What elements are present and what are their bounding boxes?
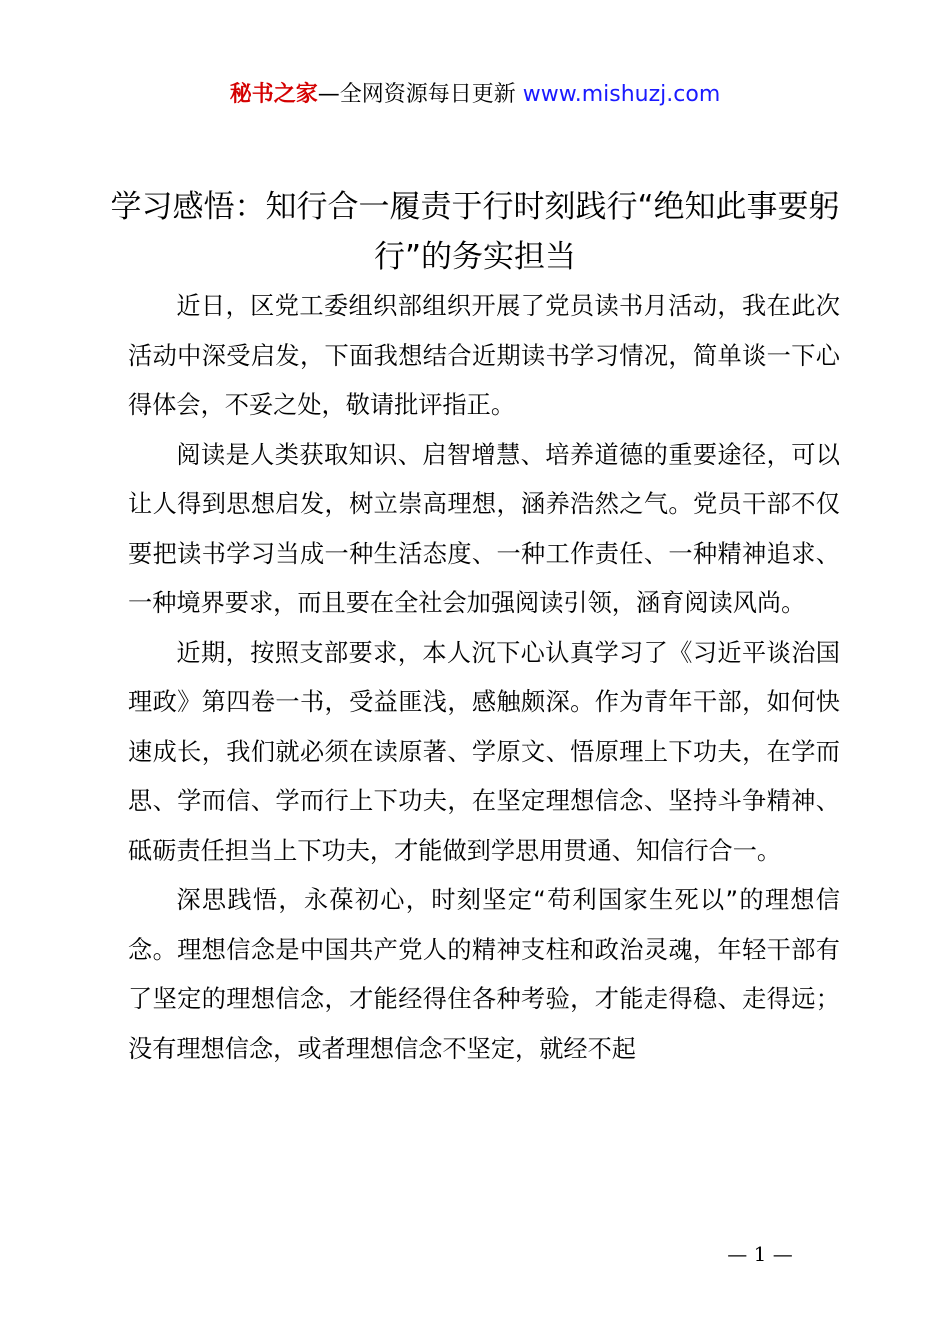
document-title: 学习感悟：知行合一履责于行时刻践行“绝知此事要躬行”的务实担当 — [110, 189, 840, 275]
paragraph-3: 近期，按照支部要求，本人沉下心认真学习了《习近平谈治国理政》第四卷一书，受益匪浅，感触颇深。作为青年干部，如何快速成长，我们就必须在读原著、学原文、悟原理上下功夫，在学而思、学而信、学而行上下功夫，在坚定理想信念、坚持斗争精神、砥砺责任担当上下功夫，才能做到学思用贯通、知信行合一。 — [128, 638, 840, 865]
paragraph-2: 阅读是人类获取知识、启智增慧、培养道德的重要途径，可以让人得到思想启发，树立崇高理想，涵养浩然之气。党员干部不仅要把读书学习当成一种生活态度、一种工作责任、一种精神追求、一种境界要求，而且要在全社会加强阅读引领，涵育阅读风尚。 — [128, 440, 840, 617]
brand-name: 秘书之家 — [229, 82, 318, 107]
page-number: — 1 — — [727, 1242, 793, 1266]
paragraph-1: 近日，区党工委组织部组织开展了党员读书月活动，我在此次活动中深受启发，下面我想结合近期读书学习情况，简单谈一下心得体会，不妥之处，敬请批评指正。 — [128, 292, 840, 419]
paragraph-4: 深思践悟，永葆初心，时刻坚定“苟利国家生死以”的理想信念。理想信念是中国共产党人的精神支柱和政治灵魂，年轻干部有了坚定的理想信念，才能经得住各种考验，才能走得稳、走得远；没有理想信念，或者理想信念不坚定，就经不起 — [128, 886, 840, 1063]
document-body — [128, 282, 840, 1074]
site-header — [0, 78, 950, 112]
site-url-link[interactable]: www.mishuzj.com — [522, 82, 721, 107]
header-tagline: —全网资源每日更新 — [317, 82, 516, 107]
